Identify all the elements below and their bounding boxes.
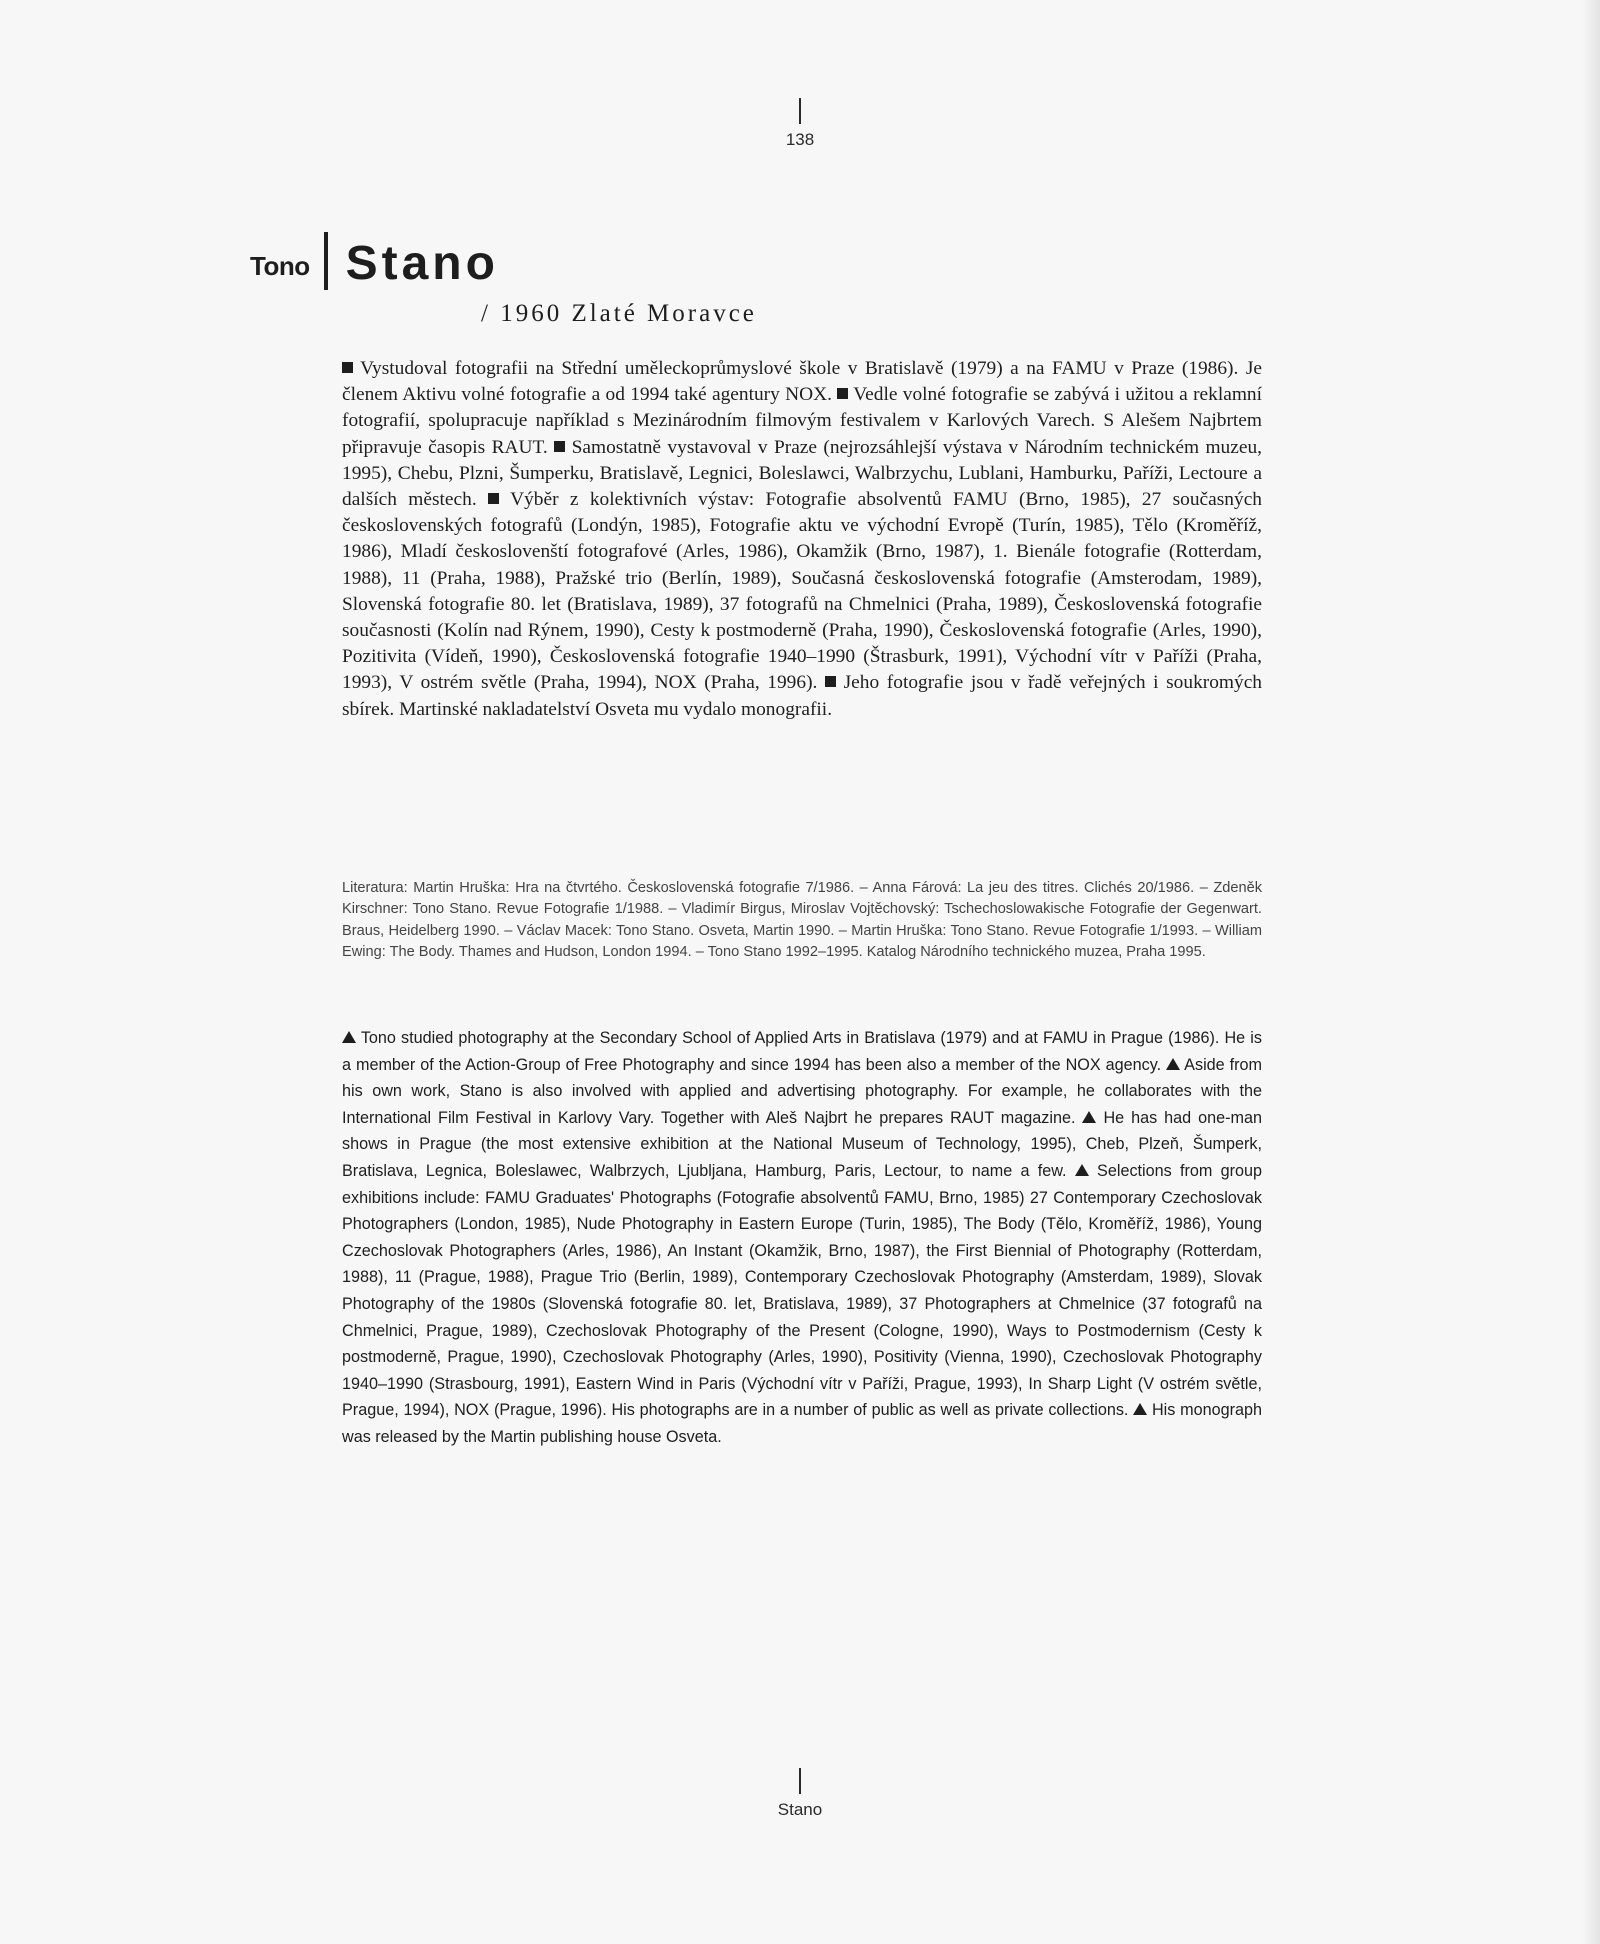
black-triangle-icon: [1075, 1164, 1089, 1176]
english-bio-sentence: His monograph was released by the Martin publishing house Osveta.: [342, 1401, 1262, 1446]
black-square-icon: [554, 441, 565, 452]
czech-bio-sentence: Vystudoval fotografii na Střední uměleckoprůmyslové škole v Bratislavě (1979) a na FAMU v Praze (1986). Je členem Aktivu volné fotografie a od 1994 také agentury NOX.: [342, 358, 1262, 406]
black-square-icon: [837, 388, 848, 399]
birth-info: / 1960 Zlaté Moravce: [481, 300, 757, 327]
english-bio-sentence: Aside from his own work, Stano is also involved with applied and advertising photography. For example, he collaborates with the International Film Festival in Karlovy Vary. Together with Aleš Najbrt he prepares RAUT magazine.: [342, 1055, 1262, 1127]
czech-bio-sentence: Vedle volné fotografie se zabývá i užitou a reklamní fotografií, spolupracuje například s Mezinárodním filmovým festivalem v Karlových Varech. S Alešem Najbrtem připravuje časopis RAUT.: [342, 384, 1262, 458]
black-triangle-icon: [1082, 1111, 1096, 1123]
artist-first-name: Tono: [250, 251, 310, 281]
black-triangle-icon: [342, 1031, 356, 1043]
czech-bio-sentence: Samostatně vystavoval v Praze (nejrozsáhlejší výstava v Národním technickém muzeu, 1995), Chebu, Plzni, Šumperku, Bratislavě, Legnici, Boleslawci, Walbrzychu, Lublani, Hamburku, Paříži, Lectoure a dalších městech.: [342, 436, 1262, 511]
english-bio-sentence: Tono studied photography at the Secondary School of Applied Arts in Bratislava (1979) and at FAMU in Prague (1986). He is a member of the Action-Group of Free Photography and since 1994 has been also a member of the NOX agency.: [342, 1029, 1262, 1074]
english-bio-sentence: He has had one-man shows in Prague (the most extensive exhibition at the National Museum of Technology, 1995), Cheb, Plzeň, Šumperk, Bratislava, Legnica, Boleslawec, Walbrzych, Ljubljana, Hamburg, Paris, Lectour, to name a few.: [342, 1108, 1263, 1180]
black-triangle-icon: [1133, 1403, 1147, 1415]
footer-text: Stano: [777, 1800, 823, 1819]
black-square-icon: [825, 676, 836, 687]
page-number: [760, 98, 840, 150]
page-number-text: 138: [785, 130, 815, 149]
name-divider: [324, 232, 328, 290]
literature-references: Literatura: Martin Hruška: Hra na čtvrtého. Československá fotografie 7/1986. – Anna Fárová: La jeu des titres. Clichés 20/1986. – Zdeněk Kirschner: Tono Stano. Revue Fotografie 1/1988. – Vladimír Birgus, Miroslav Vojtěchovský: Tschechoslowakische Fotografie der Gegenwart. Braus, Heidelberg 1990. – Václav Macek: Tono Stano. Osveta, Martin 1990. – Martin Hruška: Tono Stano. Revue Fotografie 1/1993. – William Ewing: The Body. Thames and Hudson, London 1994. – Tono Stano 1992–1995. Katalog Národního technického muzea, Praha 1995.: [342, 880, 1262, 961]
running-footer: [740, 1768, 860, 1820]
black-triangle-icon: [1166, 1058, 1180, 1070]
czech-bio-sentence: Jeho fotografie jsou v řadě veřejných i soukromých sbírek. Martinské nakladatelství Osveta mu vydalo monografii.: [342, 672, 1262, 720]
page-edge-shadow: [1582, 0, 1600, 1944]
artist-header: [250, 228, 499, 290]
english-bio-sentence: Selections from group exhibitions include: FAMU Graduates' Photographs (Fotografie absolventů FAMU, Brno, 1985) 27 Contemporary Czechoslovak Photographers (London, 1985), Nude Photography in Eastern Europe (Turin, 1985), The Body (Tělo, Kroměříž, 1986), Young Czechoslovak Photographers (Arles, 1986), An Instant (Okamžik, Brno, 1987), the First Biennial of Photography (Rotterdam, 1988), 11 (Prague, 1988), Prague Trio (Berlin, 1989), Contemporary Czechoslovak Photography (Amsterdam, 1989), Slovak Photography of the 1980s (Slovenská fotografie 80. let, Bratislava, 1989), 37 Photographers at Chmelnice (37 fotografů na Chmelnici, Prague, 1989), Czechoslovak Photography of the Present (Cologne, 1990), Ways to Postmodernism (Cesty k postmoderně, Prague, 1990), Czechoslovak Photography (Arles, 1990), Positivity (Vienna, 1990), Czechoslovak Photography 1940–1990 (Strasbourg, 1991), Eastern Wind in Paris (Východní vítr v Paříži, Prague, 1993), In Sharp Light (V ostrém světle, Prague, 1994), NOX (Prague, 1996). His photographs are in a number of public as well as private collections.: [342, 1161, 1263, 1420]
page-number-tick: [799, 98, 801, 124]
czech-biography: [342, 356, 1262, 723]
black-square-icon: [342, 362, 353, 373]
black-square-icon: [488, 493, 499, 504]
english-biography: [342, 1025, 1262, 1451]
artist-last-name: Stano: [345, 237, 499, 290]
czech-bio-sentence: Výběr z kolektivních výstav: Fotografie absolventů FAMU (Brno, 1985), 27 současných československých fotografů (Londýn, 1985), Fotografie aktu ve východní Evropě (Turín, 1985), Tělo (Kroměříž, 1986), Mladí českoslovenští fotografové (Arles, 1986), Okamžik (Brno, 1987), 1. Bienále fotografie (Rotterdam, 1988), 11 (Praha, 1988), Pražské trio (Berlín, 1989), Současná československá fotografie (Amsterodam, 1989), Slovenská fotografie 80. let (Bratislava, 1989), 37 fotografů na Chmelnici (Praha, 1989), Československá fotografie současnosti (Kolín nad Rýnem, 1990), Cesty k postmoderně (Praha, 1990), Československá fotografie (Arles, 1990), Pozitivita (Vídeň, 1990), Československá fotografie 1940–1990 (Štrasburk, 1991), Východní vítr v Paříži (Praha, 1993), V ostrém světle (Praha, 1994), NOX (Praha, 1996).: [342, 489, 1262, 694]
footer-tick: [799, 1768, 801, 1794]
